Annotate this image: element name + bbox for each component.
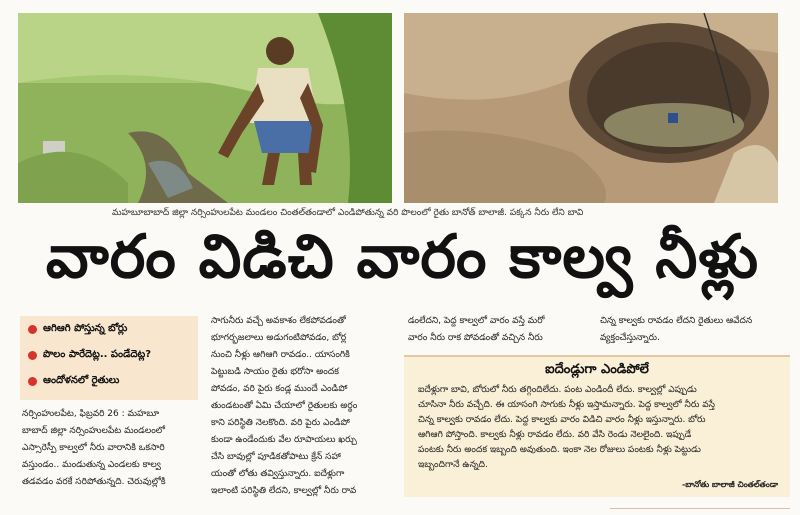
- highlight-item: [20, 316, 198, 342]
- bullet-icon: [28, 325, 37, 334]
- highlights-box: [20, 316, 198, 400]
- article-line: పోవడం, వరి పైరు కండ్ల ముందే ఎండిపో: [211, 384, 348, 394]
- quote-line: ఆగిఆగి పోస్తాంది. కాల్వకు నీళ్లు రావడం లేదు. వరి వేసి రెండు నెలలైంది. ఇప్పుడే: [418, 430, 692, 440]
- article-column-left: [22, 406, 204, 510]
- photo-farmer-in-field: [18, 13, 392, 203]
- quote-signature: -బానోతు బాలాజీ చింతల్‌తండా: [681, 480, 778, 489]
- quote-line: ఇబ్బందిగానే ఉన్నది.: [418, 460, 488, 470]
- article-line: బాబాద్ జిల్లా నర్సింహులపేట మండలంలో: [22, 426, 166, 436]
- article-line: నుంచి నీళ్లు ఆగిఆగి రావడం.. యాసంగికి: [211, 350, 350, 360]
- headline: వారం విడిచి వారం కాల్వ నీళ్లు: [45, 224, 760, 292]
- highlight-item: [20, 342, 198, 368]
- article-line: తడవడం వరకే సరిపోతున్నది. చెరువుల్లోకి: [22, 477, 166, 487]
- article-line: డంలేదని, పెద్ద కాల్వలో వారం వస్తే మరో: [408, 316, 545, 326]
- article-line: యంతో లోతు తవ్విస్తున్నారు. ఐదేళ్లుగా: [211, 469, 345, 479]
- article-line: భూగర్భజలాలు అడుగంటిపోవడం, బోర్ల: [211, 333, 347, 343]
- article-line: ఇలాంటి పరిస్థితి లేదని, కాల్వల్లో నీరు రావ: [211, 486, 357, 496]
- article-line: సాగునీరు వచ్చే అవకాశం లేకపోవడంతో: [211, 316, 346, 326]
- article-line: నర్సింహులపేట, ఫిబ్రవరి 26 : మహబూ: [22, 409, 160, 419]
- article-line: ఎస్సారెస్పీ కాల్వలో నీరు వారానికి ఒకసారి: [22, 443, 165, 453]
- highlight-text: ఆగిఆగి పోస్తున్న బోర్లు: [43, 323, 128, 334]
- quote-line: చిన్న కాల్వకు రావడం లేదు. పెద్ద కాల్వకు వారం విడిచి వారం నీళ్లు ఇస్తున్నారు. బోరు: [418, 415, 706, 425]
- highlight-text: ఆందోళనలో రైతులు: [43, 375, 120, 386]
- article-line: వస్తుండం.. మండుతున్న ఎండలకు కాల్వ: [22, 460, 161, 470]
- article-column-far-right: [600, 313, 780, 349]
- article-line: కుండా ఉండేందుకు వేల రూపాయలు ఖర్చు: [211, 435, 357, 445]
- article-line: కాని పరిస్థితి నెలకొంది. వరి పైరు ఎండిపో: [211, 418, 350, 428]
- highlight-item: [20, 368, 198, 394]
- quote-box: [404, 355, 790, 497]
- article-line: పెట్టుబడి సాయం రైతు భరోసా అందక: [211, 367, 339, 377]
- photo-caption: మహబూబాబాద్ జిల్లా నర్సింహులపేట మండలం చింతల్‌తండాలో ఎండిపోతున్న వరి పొలంలో రైతు బానోత్ బాలాజీ. పక్కన నీరు లేని బావి: [112, 208, 584, 218]
- article-line: చేసి బావుల్లో పూడికతోపాటు క్రేన్ సహా: [211, 452, 341, 462]
- quote-line: పంటకు నీరు అందక ఇబ్బంది అవుతుంది. ఇంకా నెల రోజులు పంటకు నీళ్లు పెట్టుడు: [418, 445, 701, 455]
- highlight-text: పొలం పారేదెట్ల.. పండేదెట్ల?: [43, 349, 152, 360]
- divider: [610, 508, 790, 509]
- quote-box-body: [404, 383, 790, 473]
- article-column-right: [408, 313, 592, 349]
- article-line: తుండటంతో ఏమి చేయాలో రైతులకు అర్థం: [211, 401, 358, 411]
- quote-line: ఐదేళ్లుగా బావి, బోరులో నీరు తగ్గిందిలేదు. పంట ఎండిందీ లేదు. కాల్వల్లో ఎప్పుడు: [418, 385, 697, 395]
- quote-line: చూసినా నీరు వచ్చేది. ఈ యాసంగి సాగుకు నీళ్లు ఇస్తామన్నారు. పెద్ద కాల్వలో నీరు వస్తే: [418, 400, 715, 410]
- quote-box-title: ఐదేండ్లుగా ఎండిపోలే: [545, 362, 649, 377]
- article-line: వ్యక్తంచేస్తున్నారు.: [600, 333, 660, 343]
- bullet-icon: [28, 377, 37, 386]
- article-line: వారం నీరు రాక పోవడంతో వచ్చిన నీరు: [408, 333, 543, 343]
- bullet-icon: [28, 351, 37, 360]
- photo-dry-well: [404, 13, 778, 203]
- article-column-middle: [211, 313, 401, 513]
- article-line: చిన్న కాల్వకు రావడం లేదని రైతులు ఆవేదన: [600, 316, 753, 326]
